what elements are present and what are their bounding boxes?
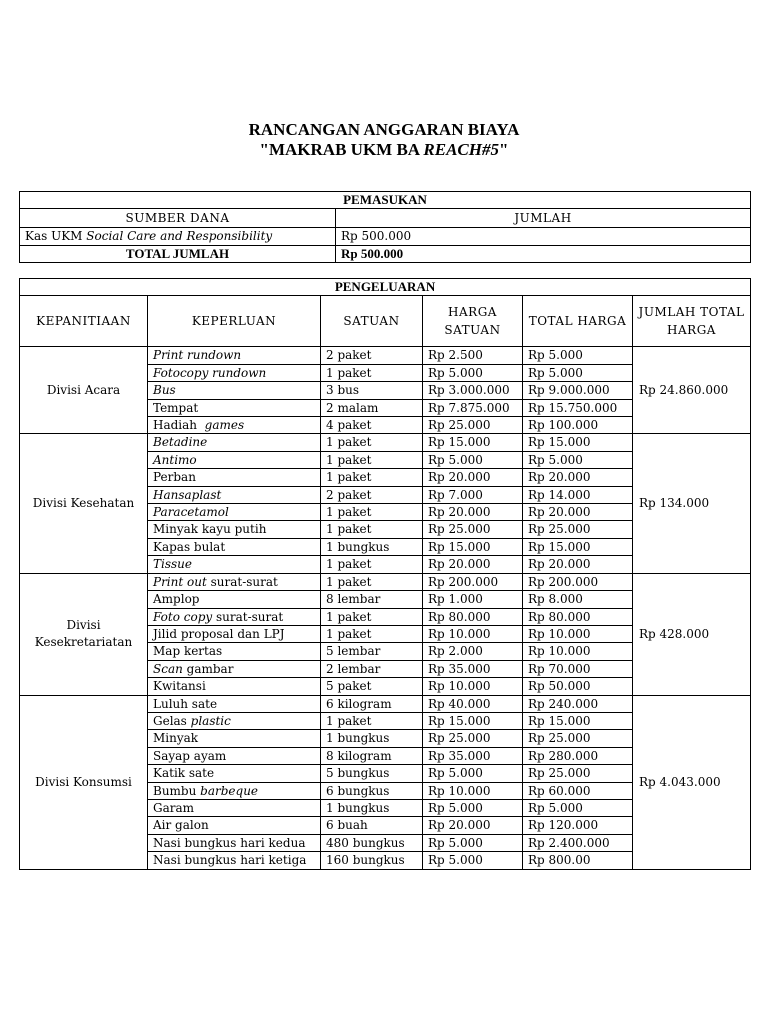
item-unit-price: Rp 7.875.000 [423, 399, 523, 416]
item-total-price: Rp 15.750.000 [523, 399, 633, 416]
item-unit: 1 paket [321, 451, 423, 468]
item-total-price: Rp 5.000 [523, 364, 633, 381]
item-unit-price: Rp 5.000 [423, 799, 523, 816]
item-need [148, 678, 321, 695]
item-unit: 1 paket [321, 469, 423, 486]
item-need-italic: Paracetamol [153, 505, 229, 520]
document-subtitle [0, 140, 768, 160]
subtitle-italic: REACH#5 [423, 140, 499, 159]
item-need-italic: Betadine [153, 435, 208, 450]
item-unit: 1 bungkus [321, 730, 423, 747]
item-need [148, 765, 321, 782]
item-total-price: Rp 15.000 [523, 712, 633, 729]
col-unit-price: HARGA SATUAN [423, 296, 523, 347]
item-need [148, 660, 321, 677]
division-total: Rp 134.000 [633, 434, 751, 573]
item-need [148, 852, 321, 869]
item-unit-price: Rp 35.000 [423, 747, 523, 764]
item-unit-price: Rp 2.500 [423, 347, 523, 364]
expense-section-title: PENGELUARAN [20, 279, 751, 296]
item-need-italic: plastic [190, 713, 231, 728]
item-need [148, 556, 321, 573]
item-need-text: Gelas [153, 713, 191, 728]
item-unit-price: Rp 20.000 [423, 556, 523, 573]
col-need: KEPERLUAN [148, 296, 321, 347]
item-need-text: Tempat [153, 400, 199, 415]
item-need-text: Hadiah [153, 418, 205, 433]
item-unit: 6 bungkus [321, 782, 423, 799]
item-total-price: Rp 10.000 [523, 643, 633, 660]
item-need [148, 834, 321, 851]
item-unit-price: Rp 10.000 [423, 625, 523, 642]
item-total-price: Rp 800.00 [523, 852, 633, 869]
item-unit-price: Rp 25.000 [423, 521, 523, 538]
expense-header-row [20, 296, 751, 347]
item-unit-price: Rp 5.000 [423, 852, 523, 869]
item-need [148, 417, 321, 434]
item-unit: 1 paket [321, 712, 423, 729]
item-need-italic: Foto copy [153, 609, 213, 624]
item-need [148, 573, 321, 590]
item-need-text: Perban [153, 470, 196, 485]
item-total-price: Rp 100.000 [523, 417, 633, 434]
item-need-text: Garam [153, 800, 195, 815]
item-need-text: surat-surat [206, 574, 278, 589]
item-need-text: Sayap ayam [153, 748, 227, 763]
item-total-price: Rp 5.000 [523, 799, 633, 816]
item-need [148, 695, 321, 712]
item-total-price: Rp 50.000 [523, 678, 633, 695]
expense-table [19, 278, 751, 870]
item-unit-price: Rp 10.000 [423, 678, 523, 695]
document-title: RANCANGAN ANGGARAN BIAYA [248, 120, 520, 139]
division-total: Rp 4.043.000 [633, 695, 751, 869]
item-unit: 5 bungkus [321, 765, 423, 782]
item-unit: 1 paket [321, 556, 423, 573]
item-need-text: Amplop [153, 592, 200, 607]
item-need [148, 817, 321, 834]
item-need-italic: Antimo [153, 452, 197, 467]
income-table [19, 191, 751, 263]
item-total-price: Rp 10.000 [523, 625, 633, 642]
item-need [148, 504, 321, 521]
income-amount: Rp 500.000 [336, 228, 751, 245]
division-total: Rp 24.860.000 [633, 347, 751, 434]
item-need-text: Air galon [153, 818, 209, 833]
item-unit: 2 paket [321, 347, 423, 364]
division-name: Divisi Kesekretariatan [20, 573, 148, 695]
item-total-price: Rp 240.000 [523, 695, 633, 712]
division-name: Divisi Acara [20, 347, 148, 434]
item-need-text: Jilid proposal dan LPJ [153, 626, 285, 641]
item-total-price: Rp 2.400.000 [523, 834, 633, 851]
item-unit: 8 kilogram [321, 747, 423, 764]
income-total-label: TOTAL JUMLAH [20, 245, 336, 262]
item-unit: 2 malam [321, 399, 423, 416]
item-total-price: Rp 25.000 [523, 765, 633, 782]
item-need-text: surat-surat [212, 609, 284, 624]
item-unit: 5 lembar [321, 643, 423, 660]
item-total-price: Rp 15.000 [523, 538, 633, 555]
item-unit-price: Rp 20.000 [423, 817, 523, 834]
item-unit-price: Rp 5.000 [423, 451, 523, 468]
item-unit-price: Rp 200.000 [423, 573, 523, 590]
col-total-price: TOTAL HARGA [523, 296, 633, 347]
item-unit: 1 paket [321, 521, 423, 538]
item-unit: 8 lembar [321, 591, 423, 608]
item-unit: 480 bungkus [321, 834, 423, 851]
item-total-price: Rp 14.000 [523, 486, 633, 503]
item-unit: 1 paket [321, 364, 423, 381]
item-total-price: Rp 25.000 [523, 521, 633, 538]
item-need-italic: games [204, 418, 245, 433]
item-need-text: Map kertas [153, 644, 223, 659]
income-row [20, 228, 751, 245]
item-unit: 1 paket [321, 625, 423, 642]
item-need [148, 434, 321, 451]
item-unit-price: Rp 15.000 [423, 712, 523, 729]
item-unit-price: Rp 25.000 [423, 730, 523, 747]
item-need [148, 469, 321, 486]
item-unit-price: Rp 5.000 [423, 364, 523, 381]
item-unit-price: Rp 25.000 [423, 417, 523, 434]
item-need-italic: Hansaplast [153, 487, 222, 502]
item-unit: 3 bus [321, 382, 423, 399]
item-total-price: Rp 25.000 [523, 730, 633, 747]
item-total-price: Rp 120.000 [523, 817, 633, 834]
item-unit: 1 paket [321, 504, 423, 521]
expense-row [20, 695, 751, 712]
item-need-text: Nasi bungkus hari kedua [153, 835, 306, 850]
item-unit-price: Rp 15.000 [423, 538, 523, 555]
item-need [148, 608, 321, 625]
item-need [148, 364, 321, 381]
item-unit-price: Rp 15.000 [423, 434, 523, 451]
division-total: Rp 428.000 [633, 573, 751, 695]
income-source-text: Kas UKM [25, 229, 87, 244]
col-grand-total: JUMLAH TOTAL HARGA [633, 296, 751, 347]
item-need [148, 747, 321, 764]
item-need-text: Nasi bungkus hari ketiga [153, 853, 307, 868]
item-unit: 160 bungkus [321, 852, 423, 869]
item-need [148, 591, 321, 608]
item-need-italic: Scan [153, 661, 183, 676]
item-unit: 6 kilogram [321, 695, 423, 712]
item-unit: 1 paket [321, 573, 423, 590]
expense-row [20, 573, 751, 590]
item-need-italic: barbeque [200, 783, 259, 798]
item-need [148, 712, 321, 729]
item-need-italic: Bus [153, 383, 176, 398]
item-unit-price: Rp 3.000.000 [423, 382, 523, 399]
item-unit-price: Rp 2.000 [423, 643, 523, 660]
item-need-text: Minyak kayu putih [153, 522, 267, 537]
item-total-price: Rp 280.000 [523, 747, 633, 764]
expense-row [20, 347, 751, 364]
col-unit: SATUAN [321, 296, 423, 347]
item-unit-price: Rp 5.000 [423, 765, 523, 782]
item-need [148, 486, 321, 503]
item-total-price: Rp 80.000 [523, 608, 633, 625]
subtitle-prefix: "MAKRAB UKM BA [259, 140, 424, 159]
item-unit-price: Rp 40.000 [423, 695, 523, 712]
col-committee: KEPANITIAAN [20, 296, 148, 347]
item-need-text: Kwitansi [153, 679, 206, 694]
item-need-italic: Tissue [153, 557, 192, 572]
item-unit: 1 paket [321, 608, 423, 625]
item-need [148, 643, 321, 660]
item-unit-price: Rp 5.000 [423, 834, 523, 851]
item-total-price: Rp 70.000 [523, 660, 633, 677]
item-unit-price: Rp 20.000 [423, 504, 523, 521]
item-need-text: Minyak [153, 731, 199, 746]
item-need [148, 782, 321, 799]
item-need [148, 347, 321, 364]
item-total-price: Rp 20.000 [523, 504, 633, 521]
division-name: Divisi Kesehatan [20, 434, 148, 573]
item-total-price: Rp 9.000.000 [523, 382, 633, 399]
item-unit: 6 buah [321, 817, 423, 834]
income-col-amount: JUMLAH [336, 209, 751, 228]
item-need-italic: Print out [153, 574, 207, 589]
income-section-title: PEMASUKAN [20, 192, 751, 209]
division-name: Divisi Konsumsi [20, 695, 148, 869]
item-need-text: Luluh sate [153, 696, 218, 711]
expense-row [20, 434, 751, 451]
item-total-price: Rp 5.000 [523, 451, 633, 468]
item-unit: 1 bungkus [321, 799, 423, 816]
item-total-price: Rp 5.000 [523, 347, 633, 364]
item-unit-price: Rp 7.000 [423, 486, 523, 503]
income-source-italic: Social Care and Responsibility [86, 229, 273, 244]
item-unit: 1 paket [321, 434, 423, 451]
item-unit: 5 paket [321, 678, 423, 695]
item-need [148, 538, 321, 555]
income-total-value: Rp 500.000 [336, 245, 751, 262]
item-unit: 2 lembar [321, 660, 423, 677]
item-need-text: Kapas bulat [153, 539, 226, 554]
item-unit: 4 paket [321, 417, 423, 434]
income-col-source: SUMBER DANA [20, 209, 336, 228]
item-unit: 2 paket [321, 486, 423, 503]
item-need [148, 521, 321, 538]
item-need-text: gambar [182, 661, 234, 676]
item-need-italic: Print rundown [153, 348, 242, 363]
item-need [148, 625, 321, 642]
item-unit-price: Rp 35.000 [423, 660, 523, 677]
item-total-price: Rp 20.000 [523, 556, 633, 573]
item-need-italic: Fotocopy rundown [153, 365, 267, 380]
item-need-text: Bumbu [153, 783, 201, 798]
item-unit-price: Rp 1.000 [423, 591, 523, 608]
item-unit-price: Rp 10.000 [423, 782, 523, 799]
item-need [148, 382, 321, 399]
item-total-price: Rp 200.000 [523, 573, 633, 590]
item-total-price: Rp 60.000 [523, 782, 633, 799]
item-unit-price: Rp 80.000 [423, 608, 523, 625]
item-total-price: Rp 15.000 [523, 434, 633, 451]
item-unit: 1 bungkus [321, 538, 423, 555]
item-unit-price: Rp 20.000 [423, 469, 523, 486]
item-need [148, 451, 321, 468]
item-need [148, 399, 321, 416]
item-total-price: Rp 8.000 [523, 591, 633, 608]
item-need-text: Katik sate [153, 766, 215, 781]
item-need [148, 799, 321, 816]
subtitle-suffix: " [499, 140, 509, 159]
item-need [148, 730, 321, 747]
item-total-price: Rp 20.000 [523, 469, 633, 486]
income-source [20, 228, 336, 245]
